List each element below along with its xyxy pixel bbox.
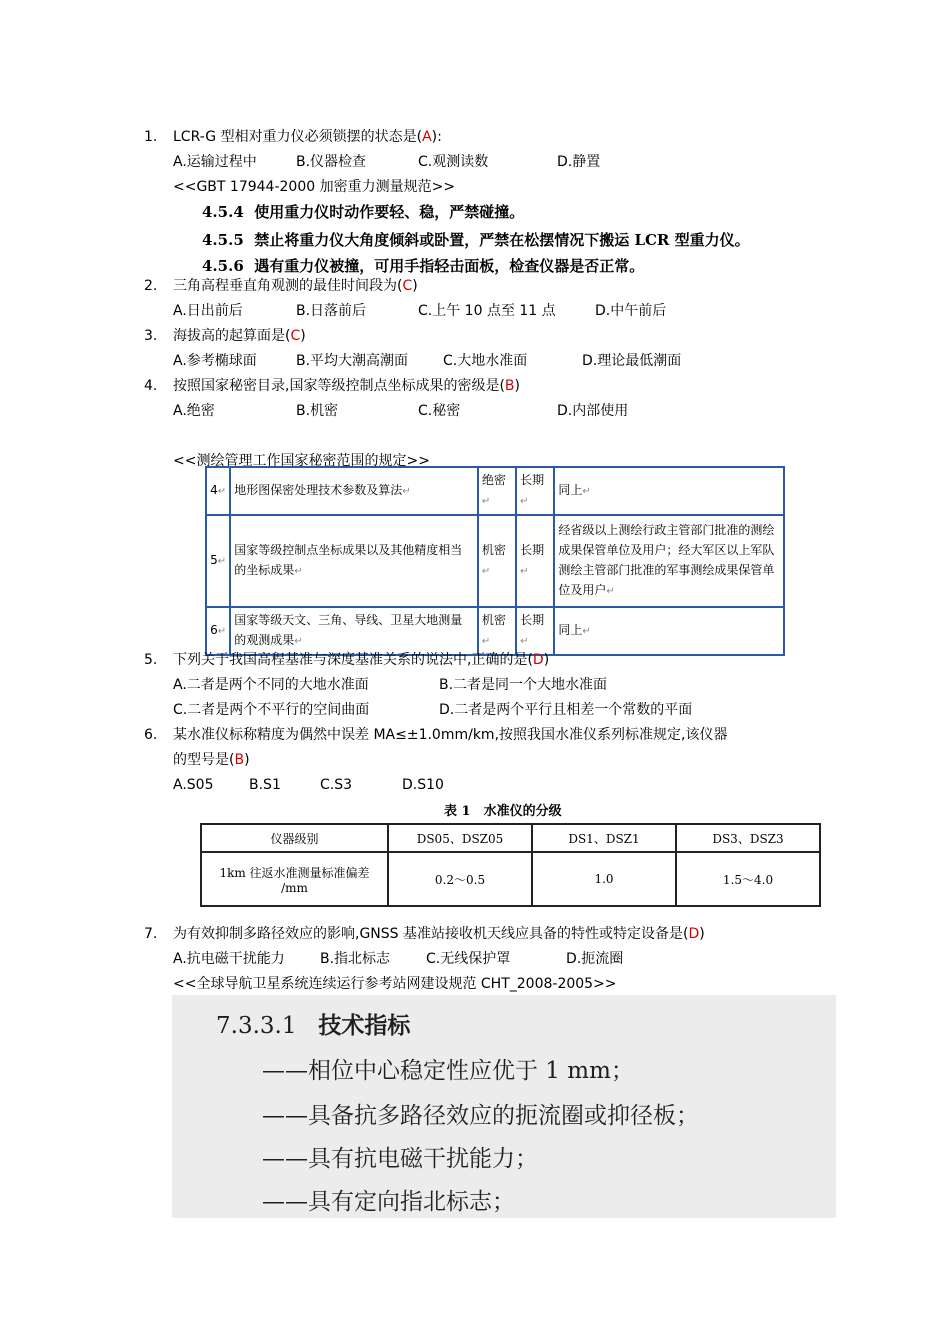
option-a: A.二者是两个不同的大地水准面 — [173, 677, 369, 693]
section-heading: 7.3.3.1 技术指标 — [216, 1012, 411, 1039]
option-d: D.扼流圈 — [566, 951, 624, 967]
row-term: 长期↵ — [516, 607, 554, 655]
row-content: 国家等级控制点坐标成果以及其他精度相当的坐标成果↵ — [230, 515, 478, 607]
option-a: A.抗电磁干扰能力 — [173, 951, 285, 967]
option-a: A.绝密 — [173, 403, 215, 419]
question-stem: 按照国家秘密目录,国家等级控制点坐标成果的密级是(B) — [173, 378, 520, 394]
question-number: 1. — [144, 129, 158, 145]
row-content: 国家等级天文、三角、导线、卫星大地测量的观测成果↵ — [230, 607, 478, 655]
option-d: D.二者是两个平行且相差一个常数的平面 — [439, 702, 693, 718]
option-b: B.仪器检查 — [296, 154, 367, 170]
question-number: 3. — [144, 328, 158, 344]
answer-letter: B — [234, 752, 245, 768]
spec-item: ——具有抗电磁干扰能力； — [262, 1146, 538, 1172]
option-d: D.静置 — [557, 154, 601, 170]
header-cell: DS3、DSZ3 — [676, 824, 820, 852]
question-stem: 下列关于我国高程基准与深度基准关系的说法中,正确的是(D) — [173, 652, 550, 668]
clause-line: 4.5.5 禁止将重力仪大角度倾斜或卧置，严禁在松摆情况下搬运 LCR 型重力仪。 — [202, 231, 750, 249]
option-b: B.机密 — [296, 403, 339, 419]
spec-item: ——相位中心稳定性应优于 1 mm； — [262, 1058, 634, 1084]
row-level: 机密↵ — [478, 515, 516, 607]
row-scope: 经省级以上测绘行政主管部门批准的测绘成果保管单位及用户；经大军区以上军队测绘主管部门批准的军事测绘成果保管单位及用户↵ — [554, 515, 784, 607]
option-b: B.指北标志 — [320, 951, 391, 967]
option-a: A.运输过程中 — [173, 154, 257, 170]
row-scope: 同上↵ — [554, 607, 784, 655]
reference-title: <<测绘管理工作国家秘密范围的规定>> — [173, 453, 430, 469]
question-number: 4. — [144, 378, 158, 394]
clause-line: 4.5.4 使用重力仪时动作要轻、稳，严禁碰撞。 — [202, 203, 525, 221]
option-c: C.秘密 — [418, 403, 461, 419]
option-d: D.S10 — [402, 777, 444, 793]
question-stem: 三角高程垂直角观测的最佳时间段为(C) — [173, 278, 418, 294]
scanned-excerpt-gravity — [196, 200, 836, 275]
option-c: C.观测读数 — [418, 154, 489, 170]
option-c: C.上午 10 点至 11 点 — [418, 303, 556, 319]
header-cell: 仪器级别 — [201, 824, 388, 852]
answer-letter: C — [402, 278, 413, 294]
question-number: 6. — [144, 727, 158, 743]
spec-item: ——具备抗多路径效应的扼流圈或抑径板； — [262, 1103, 699, 1129]
row-content: 地形图保密处理技术参数及算法↵ — [230, 467, 478, 515]
option-c: C.大地水准面 — [443, 353, 528, 369]
table-title: 表 1 水准仪的分级 — [444, 804, 562, 819]
question-stem: 某水准仪标称精度为偶然中误差 MA≤±1.0mm/km,按照我国水准仪系列标准规定,该仪器 — [173, 727, 728, 743]
value-cell: 0.2～0.5 — [388, 852, 532, 906]
question-number: 5. — [144, 652, 158, 668]
answer-letter: D — [532, 652, 544, 668]
reference-title: <<GBT 17944-2000 加密重力测量规范>> — [173, 179, 456, 195]
row-term: 长期↵ — [516, 467, 554, 515]
row-level: 机密↵ — [478, 607, 516, 655]
secret-scope-table — [205, 472, 790, 647]
row-scope: 同上↵ — [554, 467, 784, 515]
row-no: 4↵ — [206, 467, 230, 515]
spec-item: ——具有定向指北标志； — [262, 1189, 515, 1215]
question-stem-continued: 的型号是(B) — [173, 752, 250, 768]
reference-title: <<全球导航卫星系统连续运行参考站网建设规范 CHT_2008-2005>> — [173, 976, 617, 992]
row-no: 5↵ — [206, 515, 230, 607]
option-a: A.参考椭球面 — [173, 353, 257, 369]
level-instrument-table — [200, 823, 821, 907]
question-stem: 海拔高的起算面是(C) — [173, 328, 306, 344]
option-d: D.中午前后 — [595, 303, 667, 319]
option-c: C.无线保护罩 — [426, 951, 511, 967]
answer-letter: D — [688, 926, 700, 942]
question-number: 2. — [144, 278, 158, 294]
row-term: 长期↵ — [516, 515, 554, 607]
question-stem: LCR-G 型相对重力仪必须锁摆的状态是(A): — [173, 129, 442, 145]
option-d: D.理论最低潮面 — [582, 353, 682, 369]
answer-letter: C — [290, 328, 301, 344]
clause-line: 4.5.6 遇有重力仪被撞，可用手指轻击面板，检查仪器是否正常。 — [202, 257, 645, 275]
option-b: B.二者是同一个大地水准面 — [439, 677, 608, 693]
answer-letter: A — [422, 129, 432, 145]
option-b: B.日落前后 — [296, 303, 367, 319]
answer-letter: B — [504, 378, 515, 394]
option-c: C.二者是两个不平行的空间曲面 — [173, 702, 370, 718]
question-stem: 为有效抑制多路径效应的影响,GNSS 基准站接收机天线应具备的特性或特定设备是(D) — [173, 926, 705, 942]
row-label: 1km 往返水准测量标准偏差 /mm — [201, 852, 388, 906]
option-c: C.S3 — [320, 777, 353, 793]
question-number: 7. — [144, 926, 158, 942]
value-cell: 1.0 — [532, 852, 676, 906]
scanned-excerpt-gnss — [172, 995, 836, 1218]
header-cell: DS1、DSZ1 — [532, 824, 676, 852]
row-level: 绝密↵ — [478, 467, 516, 515]
option-a: A.日出前后 — [173, 303, 243, 319]
option-b: B.S1 — [249, 777, 281, 793]
option-b: B.平均大潮高潮面 — [296, 353, 409, 369]
row-no: 6↵ — [206, 607, 230, 655]
option-d: D.内部使用 — [557, 403, 629, 419]
header-cell: DS05、DSZ05 — [388, 824, 532, 852]
value-cell: 1.5～4.0 — [676, 852, 820, 906]
option-a: A.S05 — [173, 777, 214, 793]
